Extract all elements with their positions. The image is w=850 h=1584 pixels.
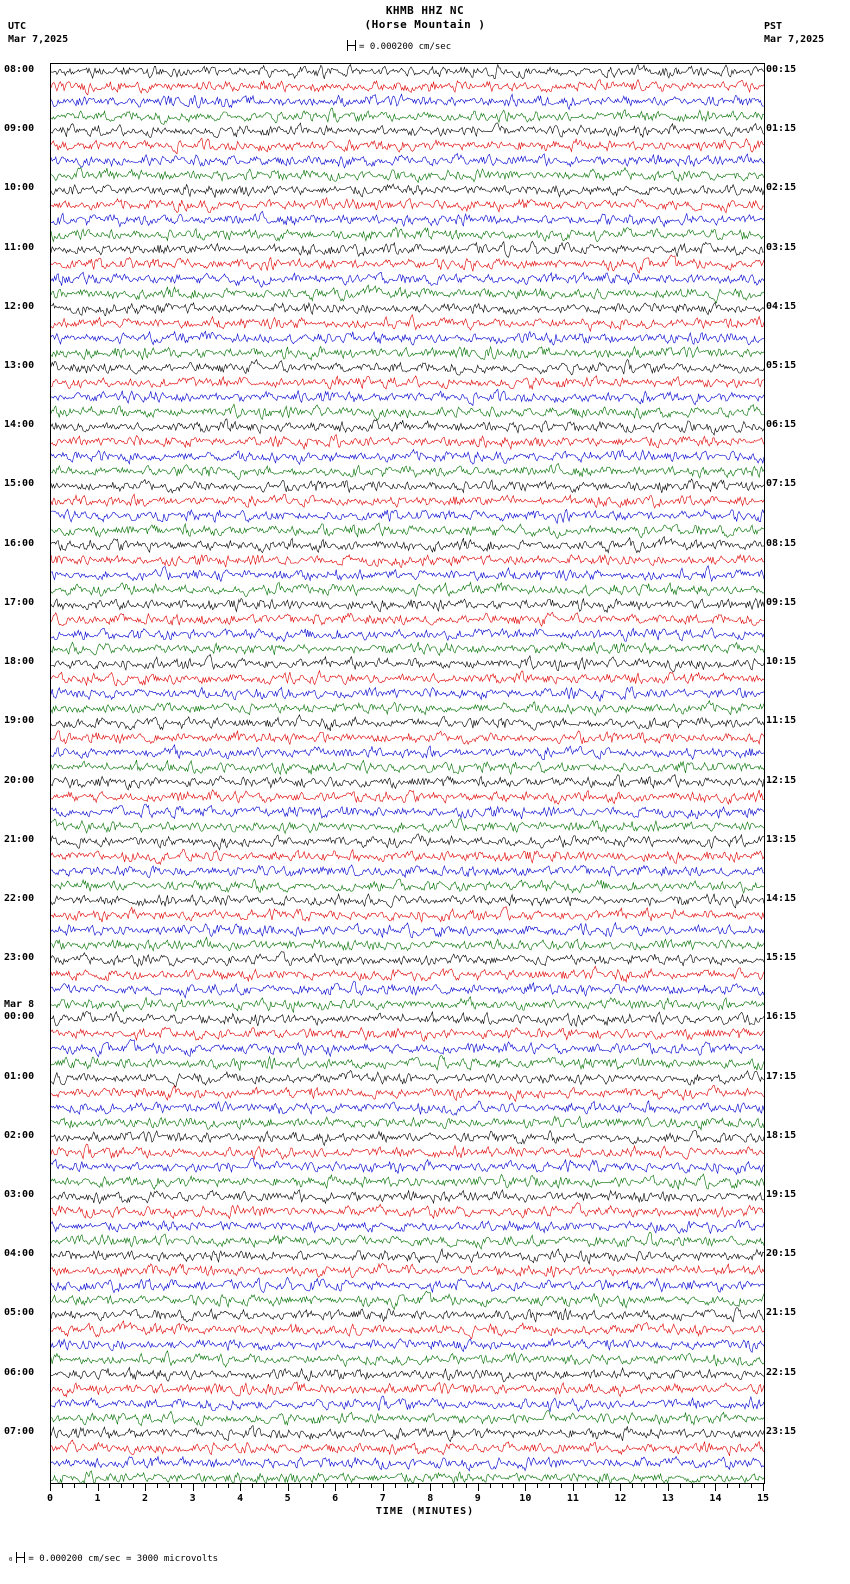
- pst-time-label: 08:15: [766, 537, 797, 549]
- footer-scale-note: [8, 1552, 218, 1564]
- trace-line: [51, 555, 764, 568]
- trace-line: [51, 1144, 764, 1159]
- utc-day-marker: Mar 8: [4, 999, 35, 1011]
- x-tick-minor: [252, 1484, 253, 1488]
- trace-line: [51, 1321, 764, 1339]
- x-tick-label: 8: [427, 1493, 434, 1504]
- pst-time-label: 13:15: [766, 833, 797, 845]
- trace-line: [51, 1382, 764, 1397]
- x-tick-minor: [228, 1484, 229, 1488]
- trace-line: [51, 227, 764, 241]
- x-tick-minor: [276, 1484, 277, 1488]
- trace-line: [51, 1426, 764, 1442]
- pst-time-label: 22:15: [766, 1366, 797, 1378]
- chart-header: [0, 4, 850, 32]
- x-tick-major: [478, 1484, 479, 1491]
- x-tick-major: [50, 1484, 51, 1491]
- trace-line: [51, 241, 764, 257]
- trace-line: [51, 494, 764, 508]
- utc-time-label: 04:00: [4, 1248, 35, 1260]
- x-tick-minor: [644, 1484, 645, 1488]
- utc-time-label: 00:00: [4, 1011, 35, 1023]
- trace-line: [51, 509, 764, 523]
- x-tick-minor: [157, 1484, 158, 1488]
- x-tick-major: [335, 1484, 336, 1491]
- trace-line: [51, 80, 764, 95]
- x-tick-minor: [632, 1484, 633, 1488]
- footer-text: = 0.000200 cm/sec = 3000 microvolts: [28, 1554, 219, 1564]
- trace-line: [51, 1339, 764, 1353]
- x-tick-label: 1: [94, 1493, 101, 1504]
- pst-time-label: 09:15: [766, 596, 797, 608]
- trace-line: [51, 94, 764, 109]
- right-timezone-block: [764, 20, 824, 46]
- helicorder-plot: [50, 63, 765, 1484]
- trace-line: [51, 775, 764, 790]
- trace-line: [51, 331, 764, 345]
- pst-time-label: 14:15: [766, 892, 797, 904]
- pst-time-label: 02:15: [766, 182, 797, 194]
- x-tick-major: [98, 1484, 99, 1491]
- utc-time-label: 07:00: [4, 1425, 35, 1437]
- trace-line: [51, 1158, 764, 1174]
- utc-time-label: 16:00: [4, 537, 35, 549]
- trace-line: [51, 865, 764, 877]
- trace-line: [51, 1101, 764, 1115]
- scale-note-text: = 0.000200 cm/sec: [359, 42, 452, 52]
- trace-line: [51, 598, 764, 612]
- trace-line: [51, 302, 764, 315]
- pst-time-label: 10:15: [766, 656, 797, 668]
- utc-time-label: 19:00: [4, 715, 35, 727]
- trace-line: [51, 1056, 764, 1071]
- utc-time-label: 17:00: [4, 596, 35, 608]
- x-tick-minor: [204, 1484, 205, 1488]
- trace-line: [51, 154, 764, 168]
- trace-line: [51, 952, 764, 967]
- x-tick-minor: [739, 1484, 740, 1488]
- utc-time-label: 20:00: [4, 774, 35, 786]
- utc-time-label: 12:00: [4, 300, 35, 312]
- trace-line: [51, 879, 764, 893]
- pst-time-label: 15:15: [766, 952, 797, 964]
- utc-time-label: 15:00: [4, 478, 35, 490]
- trace-line: [51, 1308, 764, 1323]
- x-axis-title: TIME (MINUTES): [375, 1506, 475, 1517]
- trace-line: [51, 1232, 764, 1249]
- x-tick-label: 14: [709, 1493, 722, 1504]
- x-tick-minor: [109, 1484, 110, 1488]
- x-tick-minor: [609, 1484, 610, 1488]
- pst-time-label: 20:15: [766, 1248, 797, 1260]
- x-tick-minor: [466, 1484, 467, 1488]
- x-tick-minor: [371, 1484, 372, 1488]
- trace-line: [51, 819, 764, 834]
- trace-line: [51, 404, 764, 420]
- utc-time-label: 05:00: [4, 1307, 35, 1319]
- trace-line: [51, 981, 764, 998]
- trace-line: [51, 168, 764, 183]
- station-name: (Horse Mountain ): [364, 18, 486, 31]
- trace-line: [51, 1174, 764, 1189]
- x-tick-major: [240, 1484, 241, 1491]
- station-code: KHMB HHZ NC: [385, 4, 465, 17]
- trace-line: [51, 184, 764, 198]
- x-tick-minor: [395, 1484, 396, 1488]
- x-tick-minor: [585, 1484, 586, 1488]
- trace-line: [51, 211, 764, 226]
- utc-time-label: 06:00: [4, 1366, 35, 1378]
- footer-prefix: ₀: [8, 1554, 14, 1564]
- x-tick-minor: [300, 1484, 301, 1488]
- trace-line: [51, 1277, 764, 1292]
- trace-line: [51, 464, 764, 480]
- trace-line: [51, 123, 764, 138]
- trace-line: [51, 1440, 764, 1456]
- x-tick-minor: [727, 1484, 728, 1488]
- trace-line: [51, 108, 764, 125]
- pst-time-label: 19:15: [766, 1188, 797, 1200]
- utc-time-label: 23:00: [4, 952, 35, 964]
- x-tick-minor: [704, 1484, 705, 1488]
- trace-line: [51, 1039, 764, 1056]
- x-tick-label: 10: [519, 1493, 532, 1504]
- pst-time-label: 17:15: [766, 1070, 797, 1082]
- x-tick-label: 5: [284, 1493, 291, 1504]
- pst-time-label: 23:15: [766, 1425, 797, 1437]
- footer-scale-bar-icon: [16, 1552, 25, 1563]
- utc-time-label: 13:00: [4, 360, 35, 372]
- x-tick-label: 6: [332, 1493, 339, 1504]
- pst-time-label: 21:15: [766, 1307, 797, 1319]
- x-tick-minor: [121, 1484, 122, 1488]
- x-tick-minor: [561, 1484, 562, 1488]
- pst-time-label: 03:15: [766, 241, 797, 253]
- x-tick-minor: [264, 1484, 265, 1488]
- trace-line: [51, 760, 764, 775]
- left-timezone-block: [8, 20, 68, 46]
- x-tick-major: [430, 1484, 431, 1491]
- x-tick-major: [715, 1484, 716, 1491]
- x-tick-minor: [597, 1484, 598, 1488]
- x-tick-label: 2: [142, 1493, 149, 1504]
- x-tick-minor: [751, 1484, 752, 1488]
- x-tick-minor: [549, 1484, 550, 1488]
- trace-line: [51, 907, 764, 923]
- trace-line: [51, 479, 764, 493]
- trace-line: [51, 804, 764, 819]
- utc-time-label: 02:00: [4, 1129, 35, 1141]
- trace-line: [51, 255, 764, 273]
- x-axis: [46, 1484, 770, 1504]
- x-tick-minor: [133, 1484, 134, 1488]
- left-timezone: UTC: [8, 21, 27, 32]
- pst-time-label: 01:15: [766, 123, 797, 135]
- trace-line: [51, 628, 764, 642]
- trace-line: [51, 966, 764, 982]
- x-tick-minor: [680, 1484, 681, 1488]
- x-tick-major: [525, 1484, 526, 1491]
- x-tick-minor: [169, 1484, 170, 1488]
- utc-time-label: 09:00: [4, 123, 35, 135]
- trace-line: [51, 272, 764, 287]
- pst-time-label: 11:15: [766, 715, 797, 727]
- x-tick-label: 12: [614, 1493, 627, 1504]
- trace-line: [51, 450, 764, 465]
- pst-time-label: 05:15: [766, 360, 797, 372]
- x-tick-minor: [323, 1484, 324, 1488]
- trace-line: [51, 687, 764, 701]
- trace-line: [51, 1457, 764, 1471]
- trace-line: [51, 1351, 764, 1367]
- trace-line: [51, 315, 764, 331]
- pst-time-label: 07:15: [766, 478, 797, 490]
- x-tick-label: 13: [661, 1493, 674, 1504]
- x-tick-major: [620, 1484, 621, 1491]
- x-tick-minor: [311, 1484, 312, 1488]
- x-tick-minor: [347, 1484, 348, 1488]
- utc-time-label: 14:00: [4, 419, 35, 431]
- trace-line: [51, 997, 764, 1013]
- trace-line: [51, 537, 764, 553]
- x-tick-minor: [490, 1484, 491, 1488]
- right-date: Mar 7,2025: [764, 34, 825, 45]
- utc-time-label: 08:00: [4, 64, 35, 75]
- trace-line: [51, 894, 764, 908]
- trace-line: [51, 1396, 764, 1411]
- trace-line: [51, 566, 764, 582]
- trace-line: [51, 1085, 764, 1101]
- trace-line: [51, 419, 764, 435]
- trace-line: [51, 834, 764, 850]
- x-tick-minor: [407, 1484, 408, 1488]
- trace-line: [51, 612, 764, 626]
- x-tick-minor: [513, 1484, 514, 1488]
- x-tick-minor: [86, 1484, 87, 1488]
- trace-line: [51, 1249, 764, 1264]
- x-tick-minor: [216, 1484, 217, 1488]
- utc-time-label: 21:00: [4, 833, 35, 845]
- pst-time-label: 06:15: [766, 419, 797, 431]
- trace-line: [51, 923, 764, 938]
- x-tick-label: 3: [189, 1493, 196, 1504]
- x-tick-minor: [537, 1484, 538, 1488]
- trace-line: [51, 1190, 764, 1204]
- trace-line: [51, 745, 764, 760]
- trace-line: [51, 671, 764, 686]
- trace-line: [51, 346, 764, 360]
- x-tick-minor: [502, 1484, 503, 1488]
- x-tick-minor: [656, 1484, 657, 1488]
- x-tick-minor: [74, 1484, 75, 1488]
- trace-line: [51, 1471, 764, 1483]
- trace-line: [51, 655, 764, 673]
- x-tick-major: [573, 1484, 574, 1491]
- trace-line: [51, 849, 764, 864]
- x-tick-minor: [62, 1484, 63, 1488]
- trace-line: [51, 1220, 764, 1234]
- x-tick-major: [145, 1484, 146, 1491]
- trace-line: [51, 1130, 764, 1145]
- trace-line: [51, 1264, 764, 1278]
- scale-bar-icon: [347, 40, 356, 51]
- trace-line: [51, 1291, 764, 1309]
- x-tick-label: 15: [756, 1493, 770, 1504]
- trace-line: [51, 715, 764, 731]
- trace-line: [51, 1071, 764, 1088]
- trace-line: [51, 731, 764, 745]
- utc-time-label: 01:00: [4, 1070, 35, 1082]
- x-tick-major: [668, 1484, 669, 1491]
- trace-line: [51, 360, 764, 376]
- trace-line: [51, 1203, 764, 1219]
- trace-line: [51, 138, 764, 154]
- utc-time-label: 03:00: [4, 1188, 35, 1200]
- pst-time-label: 18:15: [766, 1129, 797, 1141]
- pst-time-label: 12:15: [766, 774, 797, 786]
- x-tick-label: 9: [474, 1493, 481, 1504]
- pst-time-label: 00:15: [766, 64, 797, 75]
- x-tick-major: [763, 1484, 764, 1491]
- x-tick-label: 11: [566, 1493, 579, 1504]
- x-tick-minor: [442, 1484, 443, 1488]
- trace-line: [51, 1011, 764, 1026]
- pst-time-label: 04:15: [766, 300, 797, 312]
- x-tick-minor: [359, 1484, 360, 1488]
- trace-line: [51, 937, 764, 950]
- utc-time-label: 18:00: [4, 656, 35, 668]
- trace-line: [51, 389, 764, 405]
- scale-note: [347, 40, 451, 52]
- trace-line: [51, 198, 764, 213]
- seismogram-traces: [51, 64, 764, 1483]
- trace-line: [51, 65, 764, 79]
- x-tick-minor: [692, 1484, 693, 1488]
- utc-time-label: 10:00: [4, 182, 35, 194]
- trace-line: [51, 642, 764, 655]
- trace-line: [51, 701, 764, 716]
- trace-line: [51, 1411, 764, 1426]
- x-tick-minor: [454, 1484, 455, 1488]
- x-tick-label: 4: [237, 1493, 244, 1504]
- trace-line: [51, 376, 764, 390]
- right-timezone: PST: [764, 21, 783, 32]
- utc-time-label: 22:00: [4, 892, 35, 904]
- left-date: Mar 7,2025: [8, 34, 69, 45]
- x-tick-minor: [418, 1484, 419, 1488]
- trace-line: [51, 1116, 764, 1130]
- trace-line: [51, 1027, 764, 1041]
- pst-time-label: 16:15: [766, 1011, 797, 1023]
- trace-line: [51, 523, 764, 539]
- trace-line: [51, 285, 764, 303]
- x-tick-major: [193, 1484, 194, 1491]
- trace-line: [51, 1367, 764, 1382]
- utc-time-label: 11:00: [4, 241, 35, 253]
- x-tick-label: 0: [46, 1493, 54, 1504]
- trace-line: [51, 582, 764, 596]
- x-tick-major: [288, 1484, 289, 1491]
- x-tick-major: [383, 1484, 384, 1491]
- trace-line: [51, 435, 764, 449]
- trace-line: [51, 790, 764, 804]
- x-tick-minor: [181, 1484, 182, 1488]
- x-tick-label: 7: [379, 1493, 386, 1504]
